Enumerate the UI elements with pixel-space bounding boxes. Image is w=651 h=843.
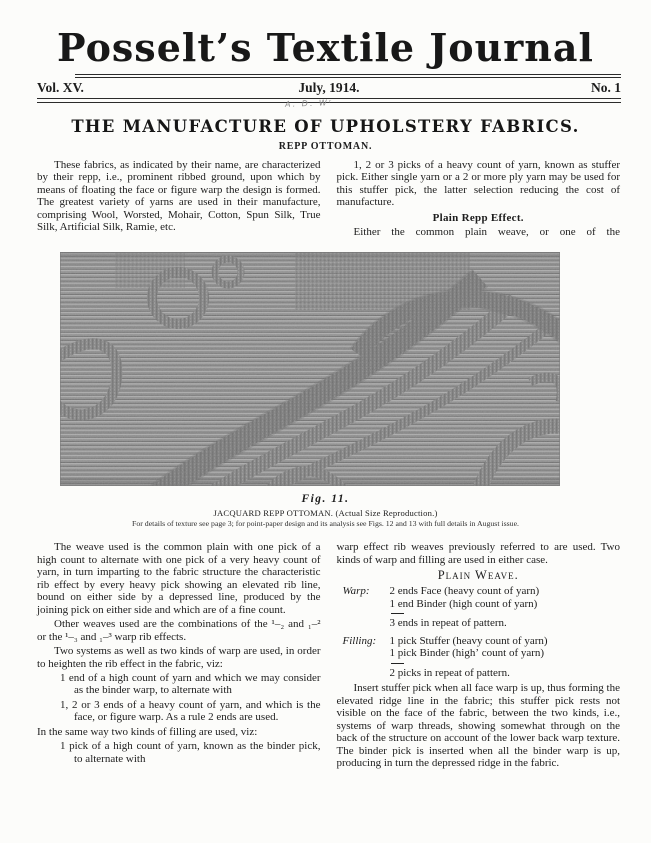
- issue-number-label: No. 1: [591, 80, 621, 96]
- fabric-texture-image: [60, 252, 560, 486]
- section-heading-plain-weave: Plain Weave.: [437, 568, 519, 583]
- paragraph: Insert stuffer pick when all face warp is up, thus forming the elevated ridge line in the fabric; this stuffer pick rests not visible on the face of the fabric, between the two kinds, i.e., systems of warp threads, showing somewhat through on the back of the structure on account of the lower back warp texture. The binder pick is inserted when all the binder warp is up, producing in turn the depressed ridge in the fabric.: [336, 682, 620, 770]
- warp-line-2: 1 end Binder (high count of yarn): [389, 597, 538, 610]
- divider-rule-upper: [75, 74, 621, 79]
- paragraph: These fabrics, as indicated by their name, are characterized by their repp, i.e., prominent ribbed ground, upon which by means of floating the face or figure warp the design is formed. The greatest variety of yarns are used in their manufacture, comprising Wool, Worsted, Mohair, Cotton, Spun Silk, True Silk, Artificial Silk, Ramie, etc.: [37, 158, 321, 233]
- warp-line-1: 2 ends Face (heavy count of yarn): [389, 585, 540, 598]
- article-subtitle: REPP OTTOMAN.: [278, 140, 373, 152]
- paragraph-weave-notation: Other weaves used are the combinations of the ¹–₂ and ₁–² or the ¹–₃ and ₁–³ warp rib effects.: [37, 618, 321, 643]
- article-title: THE MANUFACTURE OF UPHOLSTERY FABRICS.: [71, 116, 580, 136]
- paragraph: The weave used is the common plain with one pick of a high count to alternate with one pick of a very heavy count of yarn, in turn imparting to the fabric structure the characteristic rib effect by every heavy pick showing an elevated rib line, bound on either side by a depressed line, produced by the joining pick on either side and which are of a fine count.: [37, 541, 321, 616]
- filling-line-1: 1 pick Stuffer (heavy count of yarn): [389, 634, 548, 647]
- warp-spec-block: [343, 585, 621, 633]
- volume-label: Vol. XV.: [37, 80, 84, 96]
- figure-caption-block: [0, 493, 651, 529]
- paragraph: 1, 2 or 3 picks of a heavy count of yarn, known as stuffer pick. Either single yarn or a 2 or more ply yarn may be used for this stuffer pick, the latter selection reducing the cost of manufacture.: [336, 158, 620, 209]
- paragraph: Either the common plain weave, or one of the: [353, 225, 620, 238]
- sum-rule: [391, 663, 404, 664]
- masthead-title: Posselt’s Textile Journal: [57, 25, 594, 70]
- filling-spec-block: [343, 635, 621, 683]
- figure-caption: JACQUARD REPP OTTOMAN. (Actual Size Reproduction.): [213, 507, 438, 518]
- figure-jacquard-repp-ottoman: [0, 252, 651, 529]
- bottom-left-column: [37, 541, 321, 769]
- filling-line-2: 1 pick Binder (highʼ count of yarn): [389, 647, 545, 660]
- top-text-columns: [37, 159, 620, 238]
- paragraph: In the same way two kinds of filling are used, viz:: [37, 725, 258, 738]
- bottom-right-column: [337, 541, 621, 769]
- list-item-filling-binder: 1 pick of a high count of yarn, known as the binder pick, to alternate with: [60, 740, 321, 765]
- paragraph: Two systems as well as two kinds of warp are used, in order to heighten the rib effect in the fabric, viz:: [37, 645, 321, 670]
- sum-rule: [391, 613, 404, 614]
- issue-info-row: [37, 80, 621, 96]
- top-left-column: [37, 159, 321, 238]
- pencil-annotation: A. D. Wʳ: [284, 98, 334, 109]
- figure-note: For details of texture see page 3; for point-paper design and its analysis see Figs. 12 and 13 with full details in August issue.: [132, 519, 519, 529]
- filling-total: 2 picks in repeat of pattern.: [389, 666, 510, 679]
- top-right-column: [337, 159, 621, 238]
- list-item-warp-face: 1, 2 or 3 ends of a heavy count of yarn, and which is the face, or figure warp. As a rule 2 ends are used.: [60, 698, 321, 724]
- warp-total: 3 ends in repeat of pattern.: [389, 617, 507, 630]
- section-heading-plain-repp-effect: Plain Repp Effect.: [432, 211, 524, 224]
- filling-label: Filling:: [342, 634, 377, 647]
- bottom-text-columns: [37, 541, 620, 769]
- issue-date-label: July, 1914.: [298, 80, 360, 96]
- fabric-photo: [60, 252, 560, 486]
- paragraph: warp effect rib weaves previously referred to are used. Two kinds of warp and filling are used in either case.: [336, 541, 620, 566]
- list-item-warp-binder: 1 end of a high count of yarn and which we may consider as the binder warp, to alternate with: [60, 671, 321, 697]
- figure-label: Fig. 11.: [301, 492, 350, 505]
- warp-label: Warp:: [342, 585, 370, 598]
